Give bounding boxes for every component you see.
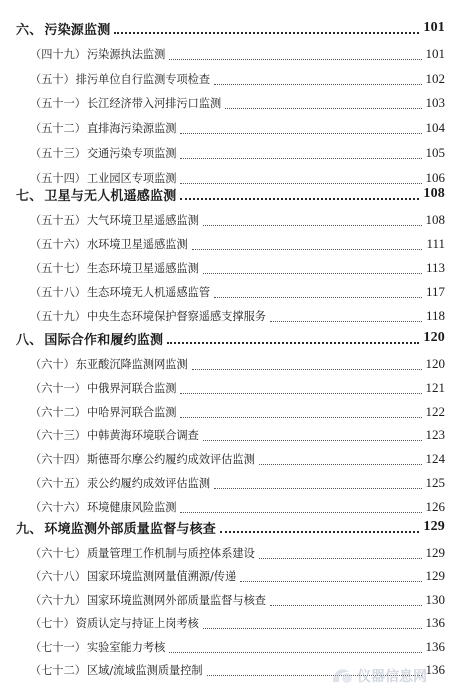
entry-page-number: 106 bbox=[425, 170, 445, 185]
entry-page-number: 101 bbox=[425, 46, 445, 61]
section-heading[interactable] bbox=[16, 184, 445, 204]
entry-number: （六十四） bbox=[30, 453, 86, 466]
entry-number: （五十八） bbox=[30, 286, 86, 299]
entry-page-number: 123 bbox=[425, 427, 445, 442]
entry-page-number: 111 bbox=[426, 236, 445, 251]
entry-number: （六十五） bbox=[30, 477, 86, 490]
dot-leader bbox=[214, 487, 421, 489]
toc-entry[interactable] bbox=[30, 497, 445, 517]
entry-number: （五十） bbox=[30, 73, 75, 86]
entry-page-number: 129 bbox=[425, 568, 445, 583]
section-number: 八、 bbox=[16, 332, 43, 348]
entry-number: （五十四） bbox=[30, 172, 86, 185]
entry-number: （五十九） bbox=[30, 310, 86, 323]
entry-title: 中哈界河联合监测 bbox=[86, 406, 177, 419]
entry-title: 区域/流域监测质量控制 bbox=[86, 664, 203, 677]
dot-leader bbox=[203, 272, 422, 274]
toc-entry[interactable] bbox=[30, 44, 445, 64]
dot-leader bbox=[192, 368, 422, 370]
entry-title: 实验室能力考核 bbox=[86, 641, 166, 654]
entry-page-number: 126 bbox=[425, 499, 445, 514]
toc-entry[interactable] bbox=[30, 660, 445, 680]
toc-entry[interactable] bbox=[30, 306, 445, 326]
entry-title: 斯德哥尔摩公约履约成效评估监测 bbox=[86, 453, 255, 466]
entry-title: 国家环境监测网量值溯源/传递 bbox=[86, 570, 237, 583]
section-heading[interactable] bbox=[16, 517, 445, 537]
toc-entry[interactable] bbox=[30, 543, 445, 563]
entry-number: （六十七） bbox=[30, 547, 86, 560]
entry-page-number: 124 bbox=[425, 451, 445, 466]
entry-number: （五十七） bbox=[30, 262, 86, 275]
entry-number: （六十八） bbox=[30, 570, 86, 583]
entry-number: （六十九） bbox=[30, 594, 86, 607]
entry-page-number: 129 bbox=[425, 545, 445, 560]
dot-leader bbox=[180, 132, 421, 134]
toc-entry[interactable] bbox=[30, 378, 445, 398]
entry-title: 中俄界河联合监测 bbox=[86, 382, 177, 395]
entry-title: 中韩黄海环境联合调查 bbox=[86, 429, 199, 442]
entry-number: （五十二） bbox=[30, 122, 86, 135]
entry-number: （五十三） bbox=[30, 147, 86, 160]
section-title: 卫星与无人机遥感监测 bbox=[44, 188, 177, 204]
section-number: 九、 bbox=[16, 521, 43, 537]
dot-leader bbox=[192, 248, 423, 250]
entry-number: （五十五） bbox=[30, 214, 86, 227]
section-page-number: 120 bbox=[423, 330, 445, 345]
dot-leader bbox=[169, 651, 421, 653]
entry-title: 东亚酸沉降监测网监测 bbox=[75, 358, 188, 371]
section-title: 环境监测外部质量监督与核查 bbox=[44, 521, 217, 537]
dot-leader bbox=[203, 627, 422, 629]
section-title: 污染源监测 bbox=[44, 22, 111, 38]
entry-title: 直排海污染源监测 bbox=[86, 122, 177, 135]
section-title: 国际合作和履约监测 bbox=[44, 332, 164, 348]
entry-page-number: 104 bbox=[425, 120, 445, 135]
dot-leader bbox=[214, 83, 421, 85]
toc-entry[interactable] bbox=[30, 566, 445, 586]
entry-page-number: 130 bbox=[425, 592, 445, 607]
entry-page-number: 125 bbox=[425, 475, 445, 490]
toc-entry[interactable] bbox=[30, 234, 445, 254]
entry-title: 生态环境卫星遥感监测 bbox=[86, 262, 199, 275]
section-heading[interactable] bbox=[16, 328, 445, 348]
entry-number: （六十三） bbox=[30, 429, 86, 442]
toc-entry[interactable] bbox=[30, 402, 445, 422]
toc-entry[interactable] bbox=[30, 143, 445, 163]
dot-leader bbox=[180, 392, 421, 394]
dot-leader bbox=[180, 511, 421, 513]
dot-leader bbox=[220, 530, 419, 533]
entry-page-number: 113 bbox=[425, 260, 445, 275]
section-heading[interactable] bbox=[16, 18, 445, 38]
entry-page-number: 117 bbox=[425, 284, 445, 299]
entry-page-number: 102 bbox=[425, 71, 445, 86]
entry-title: 中央生态环境保护督察遥感支撑服务 bbox=[86, 310, 266, 323]
watermark-text: 仪器信息网 bbox=[357, 669, 427, 685]
entry-page-number: 121 bbox=[425, 380, 445, 395]
toc-entry[interactable] bbox=[30, 354, 445, 374]
entry-number: （五十一） bbox=[30, 97, 86, 110]
entry-title: 污染源执法监测 bbox=[86, 48, 166, 61]
toc-entry[interactable] bbox=[30, 473, 445, 493]
entry-title: 汞公约履约成效评估监测 bbox=[86, 477, 211, 490]
entry-title: 国家环境监测网外部质量监督与核查 bbox=[86, 594, 266, 607]
entry-title: 排污单位自行监测专项检查 bbox=[75, 73, 211, 86]
toc-entry[interactable] bbox=[30, 210, 445, 230]
entry-number: （六十一） bbox=[30, 382, 86, 395]
dot-leader bbox=[207, 674, 422, 676]
dot-leader bbox=[180, 157, 421, 159]
dot-leader bbox=[259, 557, 422, 559]
entry-page-number: 108 bbox=[425, 212, 445, 227]
entry-number: （四十九） bbox=[30, 48, 86, 61]
entry-title: 资质认定与持证上岗考核 bbox=[75, 617, 199, 630]
dot-leader bbox=[259, 463, 422, 465]
toc-entry[interactable] bbox=[30, 118, 445, 138]
section-page-number: 101 bbox=[423, 20, 445, 35]
entry-page-number: 103 bbox=[425, 95, 445, 110]
entry-number: （七十二） bbox=[30, 664, 86, 677]
dot-leader bbox=[203, 439, 422, 441]
entry-page-number: 105 bbox=[425, 145, 445, 160]
section-number: 七、 bbox=[16, 188, 43, 204]
entry-number: （六十） bbox=[30, 358, 75, 371]
entry-number: （五十六） bbox=[30, 238, 86, 251]
toc-entry[interactable] bbox=[30, 613, 445, 633]
entry-title: 工业园区专项监测 bbox=[86, 172, 177, 185]
entry-page-number: 136 bbox=[425, 662, 445, 677]
dot-leader bbox=[203, 224, 422, 226]
entry-title: 生态环境无人机遥感监管 bbox=[86, 286, 211, 299]
dot-leader bbox=[167, 341, 419, 344]
entry-title: 质量管理工作机制与质控体系建设 bbox=[86, 547, 255, 560]
entry-title: 大气环境卫星遥感监测 bbox=[86, 214, 199, 227]
dot-leader bbox=[180, 197, 419, 200]
entry-page-number: 122 bbox=[425, 404, 445, 419]
entry-number: （七十一） bbox=[30, 641, 86, 654]
entry-page-number: 136 bbox=[425, 639, 445, 654]
entry-title: 环境健康风险监测 bbox=[86, 501, 177, 514]
entry-title: 交通污染专项监测 bbox=[86, 147, 177, 160]
toc-entry[interactable] bbox=[30, 425, 445, 445]
dot-leader bbox=[270, 604, 422, 606]
entry-page-number: 136 bbox=[425, 615, 445, 630]
dot-leader bbox=[240, 580, 421, 582]
toc-entry[interactable] bbox=[30, 282, 445, 302]
toc-entry[interactable] bbox=[30, 93, 445, 113]
section-page-number: 108 bbox=[423, 186, 445, 201]
dot-leader bbox=[270, 320, 422, 322]
entry-number: （六十二） bbox=[30, 406, 86, 419]
dot-leader bbox=[169, 58, 421, 60]
toc-entry[interactable] bbox=[30, 590, 445, 610]
entry-number: （六十六） bbox=[30, 501, 86, 514]
toc-entry[interactable] bbox=[30, 69, 445, 89]
toc-entry[interactable] bbox=[30, 449, 445, 469]
entry-number: （七十） bbox=[30, 617, 75, 630]
dot-leader bbox=[180, 416, 421, 418]
toc-entry[interactable] bbox=[30, 258, 445, 278]
dot-leader bbox=[225, 107, 421, 109]
section-number: 六、 bbox=[16, 22, 43, 38]
entry-page-number: 120 bbox=[425, 356, 445, 371]
toc-entry[interactable] bbox=[30, 637, 445, 657]
section-page-number: 129 bbox=[423, 519, 445, 534]
dot-leader bbox=[114, 31, 419, 34]
dot-leader bbox=[214, 296, 422, 298]
entry-title: 水环境卫星遥感监测 bbox=[86, 238, 188, 251]
entry-page-number: 118 bbox=[425, 308, 445, 323]
entry-title: 长江经济带入河排污口监测 bbox=[86, 97, 222, 110]
